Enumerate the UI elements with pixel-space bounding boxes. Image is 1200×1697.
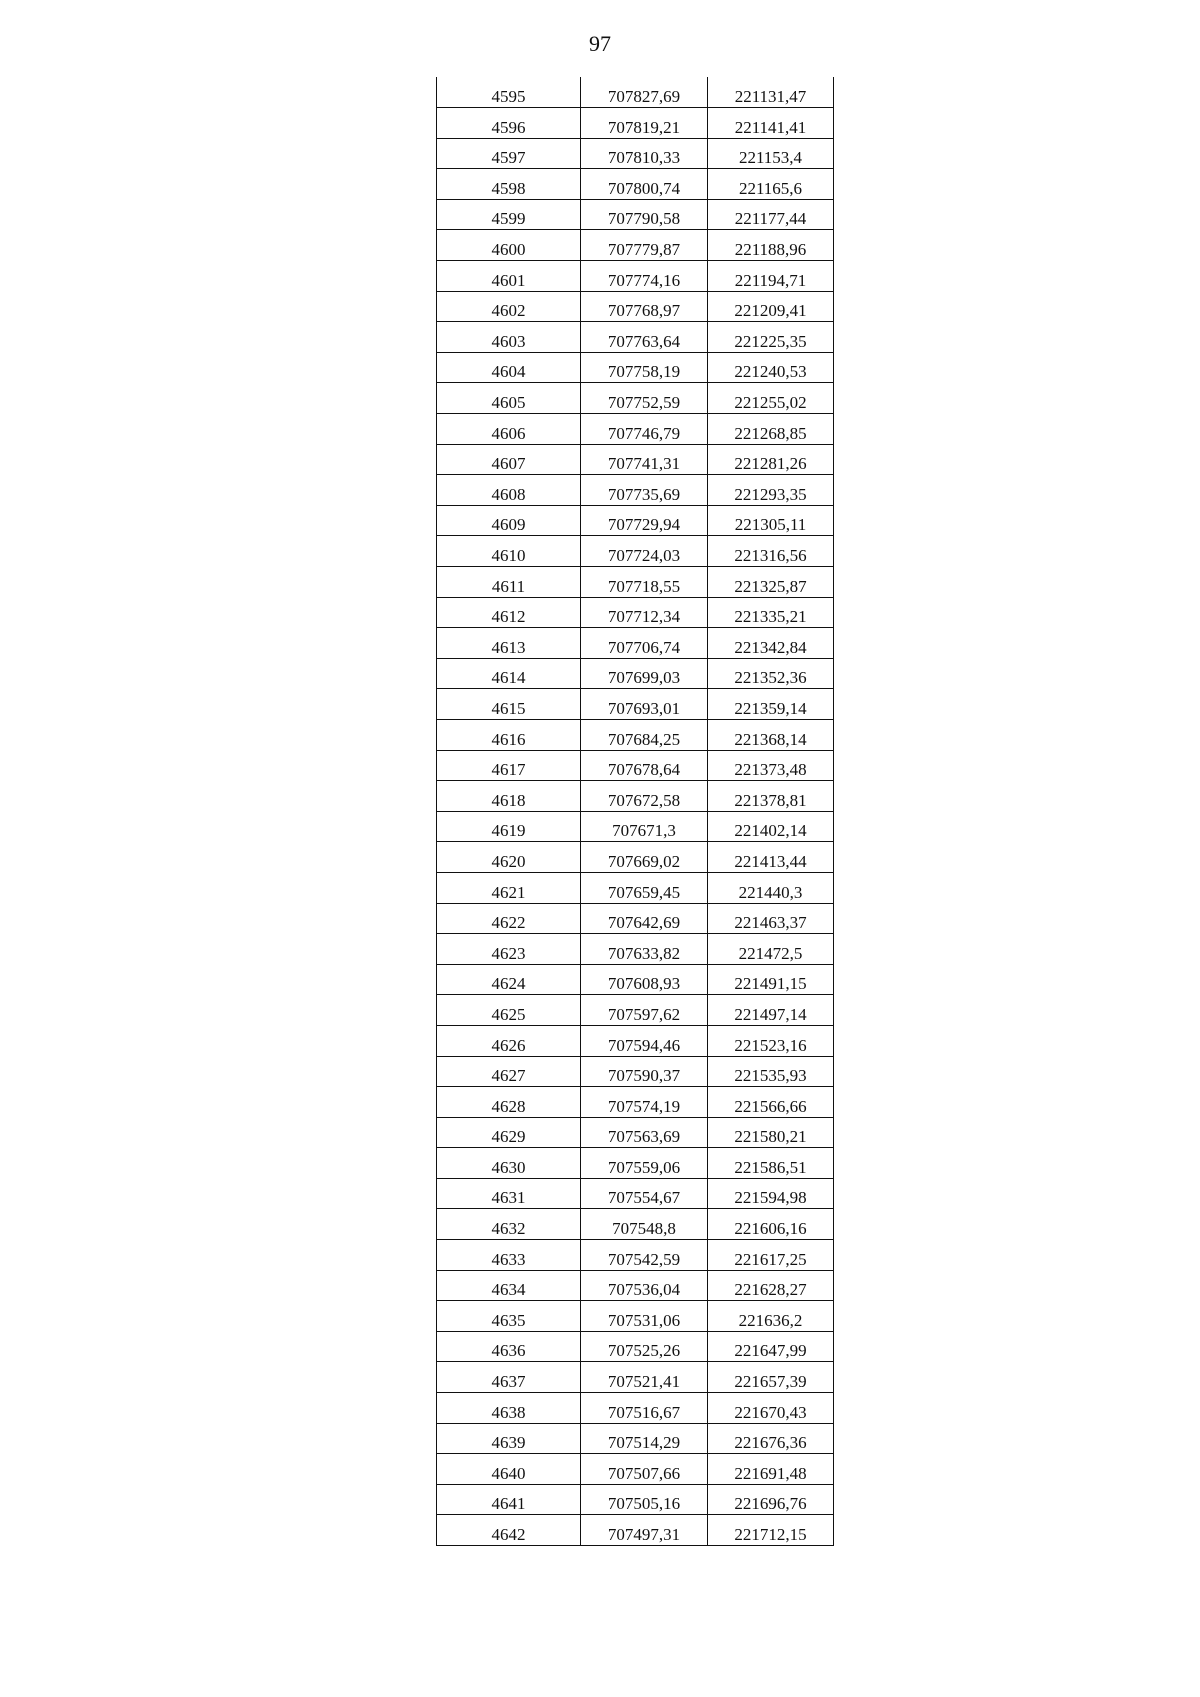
y-coordinate-cell: 221368,14	[708, 719, 834, 750]
y-coordinate-cell: 221240,53	[708, 352, 834, 383]
y-coordinate-cell: 221165,6	[708, 169, 834, 200]
x-coordinate-cell: 707597,62	[581, 995, 708, 1026]
x-coordinate-cell: 707758,19	[581, 352, 708, 383]
y-coordinate-cell: 221580,21	[708, 1117, 834, 1148]
y-coordinate-cell: 221177,44	[708, 199, 834, 230]
x-coordinate-cell: 707521,41	[581, 1362, 708, 1393]
y-coordinate-cell: 221566,66	[708, 1087, 834, 1118]
x-coordinate-cell: 707768,97	[581, 291, 708, 322]
x-coordinate-cell: 707497,31	[581, 1515, 708, 1546]
table-row	[437, 1423, 834, 1454]
table-row	[437, 750, 834, 781]
x-coordinate-cell: 707671,3	[581, 811, 708, 842]
table-row	[437, 1087, 834, 1118]
y-coordinate-cell: 221440,3	[708, 872, 834, 903]
y-coordinate-cell: 221209,41	[708, 291, 834, 322]
point-number-cell: 4606	[437, 414, 581, 445]
x-coordinate-cell: 707594,46	[581, 1025, 708, 1056]
table-row	[437, 1515, 834, 1546]
table-row	[437, 291, 834, 322]
x-coordinate-cell: 707827,69	[581, 77, 708, 108]
y-coordinate-cell: 221647,99	[708, 1331, 834, 1362]
table-row	[437, 414, 834, 445]
point-number-cell: 4616	[437, 719, 581, 750]
y-coordinate-cell: 221131,47	[708, 77, 834, 108]
table-row	[437, 1331, 834, 1362]
point-number-cell: 4618	[437, 781, 581, 812]
point-number-cell: 4637	[437, 1362, 581, 1393]
y-coordinate-cell: 221153,4	[708, 138, 834, 169]
table-row	[437, 536, 834, 567]
y-coordinate-cell: 221325,87	[708, 567, 834, 598]
x-coordinate-cell: 707819,21	[581, 108, 708, 139]
x-coordinate-cell: 707590,37	[581, 1056, 708, 1087]
y-coordinate-cell: 221657,39	[708, 1362, 834, 1393]
table-row	[437, 1025, 834, 1056]
x-coordinate-cell: 707741,31	[581, 444, 708, 475]
point-number-cell: 4603	[437, 322, 581, 353]
y-coordinate-cell: 221413,44	[708, 842, 834, 873]
x-coordinate-cell: 707800,74	[581, 169, 708, 200]
point-number-cell: 4627	[437, 1056, 581, 1087]
x-coordinate-cell: 707735,69	[581, 475, 708, 506]
table-row	[437, 964, 834, 995]
table-row	[437, 1148, 834, 1179]
table-row	[437, 1393, 834, 1424]
point-number-cell: 4596	[437, 108, 581, 139]
x-coordinate-cell: 707712,34	[581, 597, 708, 628]
point-number-cell: 4624	[437, 964, 581, 995]
point-number-cell: 4598	[437, 169, 581, 200]
x-coordinate-cell: 707505,16	[581, 1484, 708, 1515]
point-number-cell: 4604	[437, 352, 581, 383]
table-row	[437, 1209, 834, 1240]
point-number-cell: 4612	[437, 597, 581, 628]
x-coordinate-cell: 707684,25	[581, 719, 708, 750]
x-coordinate-cell: 707763,64	[581, 322, 708, 353]
x-coordinate-cell: 707542,59	[581, 1240, 708, 1271]
y-coordinate-cell: 221225,35	[708, 322, 834, 353]
point-number-cell: 4630	[437, 1148, 581, 1179]
y-coordinate-cell: 221305,11	[708, 505, 834, 536]
y-coordinate-cell: 221373,48	[708, 750, 834, 781]
point-number-cell: 4611	[437, 567, 581, 598]
x-coordinate-cell: 707525,26	[581, 1331, 708, 1362]
y-coordinate-cell: 221497,14	[708, 995, 834, 1026]
point-number-cell: 4620	[437, 842, 581, 873]
table-row	[437, 934, 834, 965]
table-row	[437, 842, 834, 873]
table-row	[437, 903, 834, 934]
table-row	[437, 77, 834, 108]
y-coordinate-cell: 221628,27	[708, 1270, 834, 1301]
point-number-cell: 4629	[437, 1117, 581, 1148]
point-number-cell: 4609	[437, 505, 581, 536]
x-coordinate-cell: 707554,67	[581, 1178, 708, 1209]
point-number-cell: 4641	[437, 1484, 581, 1515]
table-row	[437, 1301, 834, 1332]
y-coordinate-cell: 221342,84	[708, 628, 834, 659]
point-number-cell: 4634	[437, 1270, 581, 1301]
y-coordinate-cell: 221194,71	[708, 261, 834, 292]
x-coordinate-cell: 707790,58	[581, 199, 708, 230]
y-coordinate-cell: 221402,14	[708, 811, 834, 842]
y-coordinate-cell: 221594,98	[708, 1178, 834, 1209]
point-number-cell: 4636	[437, 1331, 581, 1362]
table-row	[437, 1484, 834, 1515]
table-row	[437, 1178, 834, 1209]
point-number-cell: 4614	[437, 658, 581, 689]
point-number-cell: 4597	[437, 138, 581, 169]
y-coordinate-cell: 221359,14	[708, 689, 834, 720]
table-row	[437, 872, 834, 903]
table-row	[437, 995, 834, 1026]
table-row	[437, 658, 834, 689]
x-coordinate-cell: 707516,67	[581, 1393, 708, 1424]
x-coordinate-cell: 707724,03	[581, 536, 708, 567]
x-coordinate-cell: 707678,64	[581, 750, 708, 781]
table-row	[437, 505, 834, 536]
y-coordinate-cell: 221676,36	[708, 1423, 834, 1454]
y-coordinate-cell: 221712,15	[708, 1515, 834, 1546]
y-coordinate-cell: 221491,15	[708, 964, 834, 995]
x-coordinate-cell: 707563,69	[581, 1117, 708, 1148]
y-coordinate-cell: 221636,2	[708, 1301, 834, 1332]
y-coordinate-cell: 221586,51	[708, 1148, 834, 1179]
point-number-cell: 4628	[437, 1087, 581, 1118]
y-coordinate-cell: 221378,81	[708, 781, 834, 812]
table-row	[437, 230, 834, 261]
x-coordinate-cell: 707669,02	[581, 842, 708, 873]
table-row	[437, 138, 834, 169]
x-coordinate-cell: 707718,55	[581, 567, 708, 598]
point-number-cell: 4600	[437, 230, 581, 261]
point-number-cell: 4626	[437, 1025, 581, 1056]
x-coordinate-cell: 707608,93	[581, 964, 708, 995]
table-row	[437, 322, 834, 353]
point-number-cell: 4642	[437, 1515, 581, 1546]
y-coordinate-cell: 221316,56	[708, 536, 834, 567]
table-row	[437, 689, 834, 720]
table-row	[437, 719, 834, 750]
point-number-cell: 4619	[437, 811, 581, 842]
point-number-cell: 4599	[437, 199, 581, 230]
point-number-cell: 4638	[437, 1393, 581, 1424]
table-row	[437, 169, 834, 200]
y-coordinate-cell: 221617,25	[708, 1240, 834, 1271]
y-coordinate-cell: 221141,41	[708, 108, 834, 139]
y-coordinate-cell: 221670,43	[708, 1393, 834, 1424]
table-row	[437, 261, 834, 292]
point-number-cell: 4623	[437, 934, 581, 965]
point-number-cell: 4640	[437, 1454, 581, 1485]
x-coordinate-cell: 707507,66	[581, 1454, 708, 1485]
y-coordinate-cell: 221335,21	[708, 597, 834, 628]
y-coordinate-cell: 221293,35	[708, 475, 834, 506]
x-coordinate-cell: 707548,8	[581, 1209, 708, 1240]
x-coordinate-cell: 707810,33	[581, 138, 708, 169]
point-number-cell: 4621	[437, 872, 581, 903]
table-row	[437, 199, 834, 230]
coordinates-table	[436, 77, 834, 1546]
x-coordinate-cell: 707746,79	[581, 414, 708, 445]
table-row	[437, 781, 834, 812]
point-number-cell: 4602	[437, 291, 581, 322]
point-number-cell: 4615	[437, 689, 581, 720]
table-row	[437, 1056, 834, 1087]
point-number-cell: 4613	[437, 628, 581, 659]
table-row	[437, 1240, 834, 1271]
y-coordinate-cell: 221255,02	[708, 383, 834, 414]
table-row	[437, 628, 834, 659]
point-number-cell: 4605	[437, 383, 581, 414]
point-number-cell: 4617	[437, 750, 581, 781]
table-row	[437, 444, 834, 475]
y-coordinate-cell: 221696,76	[708, 1484, 834, 1515]
y-coordinate-cell: 221606,16	[708, 1209, 834, 1240]
table-row	[437, 383, 834, 414]
x-coordinate-cell: 707536,04	[581, 1270, 708, 1301]
point-number-cell: 4610	[437, 536, 581, 567]
point-number-cell: 4622	[437, 903, 581, 934]
x-coordinate-cell: 707659,45	[581, 872, 708, 903]
y-coordinate-cell: 221523,16	[708, 1025, 834, 1056]
y-coordinate-cell: 221472,5	[708, 934, 834, 965]
table-row	[437, 567, 834, 598]
y-coordinate-cell: 221188,96	[708, 230, 834, 261]
x-coordinate-cell: 707699,03	[581, 658, 708, 689]
table-row	[437, 475, 834, 506]
table-row	[437, 1454, 834, 1485]
x-coordinate-cell: 707729,94	[581, 505, 708, 536]
point-number-cell: 4631	[437, 1178, 581, 1209]
point-number-cell: 4608	[437, 475, 581, 506]
x-coordinate-cell: 707774,16	[581, 261, 708, 292]
table-row	[437, 108, 834, 139]
x-coordinate-cell: 707559,06	[581, 1148, 708, 1179]
y-coordinate-cell: 221352,36	[708, 658, 834, 689]
y-coordinate-cell: 221691,48	[708, 1454, 834, 1485]
coordinates-table-body	[437, 77, 834, 1546]
x-coordinate-cell: 707574,19	[581, 1087, 708, 1118]
point-number-cell: 4639	[437, 1423, 581, 1454]
table-row	[437, 1362, 834, 1393]
x-coordinate-cell: 707706,74	[581, 628, 708, 659]
x-coordinate-cell: 707514,29	[581, 1423, 708, 1454]
table-row	[437, 352, 834, 383]
x-coordinate-cell: 707693,01	[581, 689, 708, 720]
point-number-cell: 4635	[437, 1301, 581, 1332]
x-coordinate-cell: 707672,58	[581, 781, 708, 812]
y-coordinate-cell: 221268,85	[708, 414, 834, 445]
point-number-cell: 4632	[437, 1209, 581, 1240]
point-number-cell: 4625	[437, 995, 581, 1026]
y-coordinate-cell: 221281,26	[708, 444, 834, 475]
table-row	[437, 1117, 834, 1148]
point-number-cell: 4595	[437, 77, 581, 108]
table-row	[437, 1270, 834, 1301]
point-number-cell: 4633	[437, 1240, 581, 1271]
x-coordinate-cell: 707752,59	[581, 383, 708, 414]
y-coordinate-cell: 221535,93	[708, 1056, 834, 1087]
table-row	[437, 597, 834, 628]
table-row	[437, 811, 834, 842]
x-coordinate-cell: 707633,82	[581, 934, 708, 965]
page-number: 97	[589, 31, 611, 56]
y-coordinate-cell: 221463,37	[708, 903, 834, 934]
x-coordinate-cell: 707642,69	[581, 903, 708, 934]
point-number-cell: 4601	[437, 261, 581, 292]
x-coordinate-cell: 707531,06	[581, 1301, 708, 1332]
point-number-cell: 4607	[437, 444, 581, 475]
x-coordinate-cell: 707779,87	[581, 230, 708, 261]
